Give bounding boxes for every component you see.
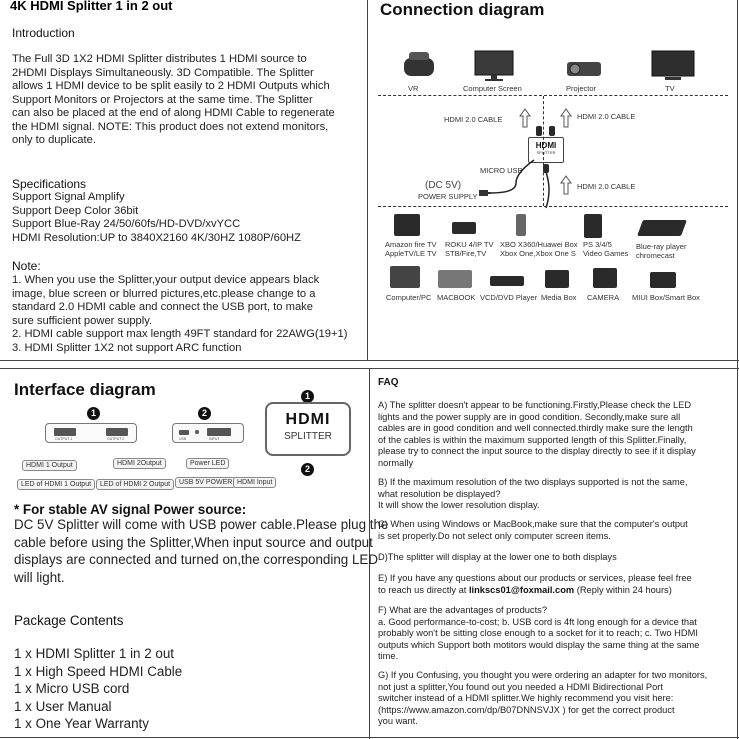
faq-line: E) If you have any questions about our products or services, please feel free: [378, 573, 692, 583]
power-led-label: Power LED: [186, 458, 229, 469]
source-line: Blue-ray player: [636, 242, 687, 251]
faq-e: [378, 573, 692, 596]
badge-2-logo: 2: [301, 463, 314, 476]
source-label-ps: [583, 240, 628, 258]
faq-line: cables are in good condition and well connected.thirdly make sure the length: [378, 423, 693, 434]
note-line: 3. HDMI Splitter 1X2 not support ARC function: [12, 341, 242, 354]
output2-port-text: OUTPUT 2: [107, 437, 125, 441]
output2-port: [106, 428, 128, 436]
spec-list: [12, 191, 301, 245]
faq-line: G) If you Confusing, you thought you were ordering an adapter for two monitors,: [378, 670, 708, 680]
pkg-heading: Package Contents: [14, 613, 124, 628]
hdmi1-output-label: HDMI 1 Output: [22, 460, 77, 471]
frame-bottom: [0, 737, 739, 738]
input-port-text: INPUT: [209, 437, 220, 441]
source-line: STB/Fire,TV: [445, 249, 487, 258]
usb-power-label: USB 5V POWER: [175, 477, 236, 488]
led-hdmi1-label: LED of HDMI 1 Output: [17, 479, 95, 490]
output-label-projector: Projector: [566, 84, 597, 93]
source-line: Video Games: [583, 249, 629, 258]
spec-line: Support Deep Color 36bit: [12, 204, 139, 217]
source-label-bluray: [636, 242, 686, 260]
usb-port: [179, 430, 189, 435]
faq-e-text: (Reply within 24 hours): [574, 584, 672, 595]
source-label-camera: CAMERA: [587, 293, 620, 302]
input-panel: [172, 423, 244, 443]
faq-line: D)The splitter will display at the lower one to both displays: [378, 552, 617, 562]
output1-port-text: OUTPUT 1: [55, 437, 73, 441]
intro-line: Support Monitors or Projectors at the same time. The Splitter: [12, 93, 313, 106]
badge-1-logo: 1: [301, 390, 314, 403]
smart-box-icon: [650, 272, 676, 288]
faq-line: probably won't be sitting close enough to a socket for it to reach; c. Two HDMI: [378, 628, 698, 639]
hdmi-plug: [549, 126, 555, 136]
tv-icon: [651, 50, 695, 82]
faq-line: (https://www.amazon.com/dp/B07DNNSVJX ) for get the correct product: [378, 704, 675, 715]
source-line: Amazon fire TV: [385, 240, 437, 249]
spec-line: HDMI Resolution:UP to 3840X2160 4K/30HZ 1080P/60HZ: [12, 231, 301, 244]
up-arrow-icon: [560, 108, 572, 128]
note-line: image, blue screen or blurred pictures,etc.please change to a: [12, 287, 316, 300]
connection-heading: Connection diagram: [380, 0, 545, 19]
note-line: 1. When you use the Splitter,your output device appears black: [12, 274, 320, 286]
usb-port-text: USB: [179, 437, 187, 441]
computer-icon: [390, 266, 420, 288]
spec-heading: Specifications: [12, 177, 87, 191]
intro-text: [12, 53, 364, 148]
source-line: ROKU 4/IP TV: [445, 240, 494, 249]
power-plug-icon: [479, 185, 491, 195]
dashed-divider-bottom: [378, 206, 728, 207]
faq-line: time.: [378, 651, 399, 662]
note-list: [12, 274, 347, 355]
note-line: 2. HDMI cable support max length 49FT standard for 22AWG(19+1): [12, 328, 348, 340]
pkg-item: 1 x User Manual: [14, 698, 112, 714]
source-label-roku: [445, 240, 494, 258]
source-label-macbook: MACBOOK: [437, 293, 476, 302]
dvd-player-icon: [490, 276, 524, 286]
faq-c: [378, 519, 688, 542]
faq-d: [378, 552, 617, 564]
cable-label-3: HDMI 2.0 CABLE: [577, 182, 636, 191]
up-arrow-icon: [519, 108, 531, 128]
input-port: [207, 428, 231, 436]
faq-line: It will show the lower resolution display.: [378, 500, 540, 511]
dc-label: (DC 5V): [425, 180, 462, 191]
led-hdmi2-label: LED of HDMI 2 Output: [96, 479, 174, 490]
vr-headset-icon: [400, 50, 438, 80]
up-arrow-icon: [560, 175, 572, 195]
hdmi-plug: [536, 126, 542, 136]
source-line: XBO X360/Huawei Box: [500, 240, 578, 249]
intro-line: The Full 3D 1X2 HDMI Splitter distributes 1 HDMI source to: [12, 53, 307, 65]
intro-line: can also be placed at the end of along HDMI Cable to regenerate: [12, 107, 335, 119]
intro-line: only to duplicate.: [12, 134, 96, 146]
source-line: AppleTV/LE TV: [385, 249, 437, 258]
faq-g: [378, 670, 707, 728]
hdmi-splitter-logo: [265, 402, 351, 456]
dashed-vertical: [543, 96, 544, 206]
source-label-firetv: [385, 240, 437, 258]
badge-1: 1: [87, 407, 100, 420]
faq-line: A) The splitter doesn't appear to be functioning.Firstly,Please check the LED: [378, 400, 692, 410]
faq-line: normally: [378, 457, 414, 468]
bluray-icon: [637, 220, 687, 236]
av-text: [14, 516, 388, 586]
faq-line: B) If the maximum resolution of the two displays supported is not the same,: [378, 477, 688, 487]
faq-line: what resolution be displayed?: [378, 488, 501, 499]
source-line: Xbox One,Xbox One S: [500, 249, 576, 258]
faq-line: lights and the power supply are in good condition. Secondly,make sure all: [378, 411, 681, 422]
badge-2: 2: [198, 407, 211, 420]
faq-f: [378, 605, 699, 663]
faq-line: you want.: [378, 716, 418, 727]
source-label-mediabox: Media Box: [541, 293, 577, 302]
intro-line: the HDMI signal. NOTE: This product does not extend monitors,: [12, 120, 329, 133]
usb-cable: [486, 158, 536, 198]
pkg-item: 1 x High Speed HDMI Cable: [14, 663, 183, 679]
spec-line: Support Signal Amplify: [12, 191, 125, 203]
source-line: chromecast: [636, 251, 675, 260]
source-label-dvd: VCD/DVD Player: [480, 293, 538, 302]
av-line: cable before using the Splitter,When input source and output: [14, 534, 373, 550]
dashed-divider-top: [378, 95, 728, 96]
output-label-vr: VR: [408, 84, 419, 93]
faq-line: outputs which Support both motitors would display the same thing at the same: [378, 639, 700, 650]
projector-icon: [566, 56, 602, 80]
pkg-item: 1 x One Year Warranty: [14, 716, 149, 731]
splitter-logo: HDMI: [535, 141, 557, 150]
frame-top-bottom: [0, 360, 739, 361]
faq-line: F) What are the advantages of products?: [378, 605, 547, 615]
power-led: [195, 430, 199, 434]
micro-usb-label: MICRO USB: [480, 166, 523, 175]
intro-heading: Introduction: [12, 26, 75, 40]
roku-icon: [452, 222, 476, 234]
note-line: standard 2.0 HDMI cable and connect the USB port, to make: [12, 301, 313, 313]
av-line: displays are connected and turned on,the corresponding LED: [14, 552, 379, 567]
pkg-list: [14, 645, 182, 733]
source-label-computer: Computer/PC: [386, 293, 432, 302]
power-supply-label: POWER SUPPLY: [418, 192, 478, 201]
faq-line: of the cables is within the maximum supported length of this Splitter.Finally,: [378, 434, 687, 445]
faq-line: is set properly.Do not select only computer screen items.: [378, 530, 611, 541]
fire-tv-icon: [394, 214, 420, 236]
output-panel: [45, 423, 137, 443]
av-line: will light.: [14, 569, 65, 585]
faq-line: please try to connect the input source to the display directly to see if it display: [378, 446, 696, 457]
pkg-item: 1 x HDMI Splitter 1 in 2 out: [14, 646, 175, 661]
cable-label-2: HDMI 2.0 CABLE: [577, 112, 636, 121]
splitter-sub: SPLITTER: [536, 150, 556, 155]
faq-line: not just a splitter,You found out you needed a HDMI Bidirectional Port: [378, 681, 663, 692]
frame-right: [737, 0, 738, 739]
spec-line: Support Blue-Ray 24/50/60fs/HD-DVD/xvYCC: [12, 218, 241, 230]
interface-heading: Interface diagram: [14, 380, 156, 399]
faq-heading: FAQ: [378, 377, 399, 388]
faq-line: switcher instead of a HDMI splitter.We highly recommend you visit here:: [378, 693, 674, 704]
pkg-item: 1 x Micro USB cord: [14, 681, 130, 696]
frame-divider-top: [367, 0, 368, 360]
logo-splitter-text: SPLITTER: [284, 431, 332, 442]
intro-line: allows 1 HDMI device to be split easily to 2 HDMI Outputs which: [12, 80, 330, 92]
camera-icon: [593, 268, 617, 288]
cable-label-1: HDMI 2.0 CABLE: [444, 115, 503, 124]
av-heading: * For stable AV signal Power source:: [14, 502, 247, 517]
faq-a: [378, 400, 696, 470]
faq-b: [378, 477, 688, 512]
source-label-smartbox: MIUI Box/Smart Box: [632, 293, 700, 302]
computer-screen-icon: [474, 50, 514, 82]
intro-line: 2HDMI Displays Simultaneously. 3D Compatible. The Splitter: [12, 66, 314, 79]
macbook-icon: [438, 270, 472, 288]
hdmi-input-label: HDMI Input: [233, 477, 276, 488]
output1-port: [54, 428, 76, 436]
note-line: sure sufficient power supply.: [12, 314, 153, 327]
faq-line: [378, 585, 692, 597]
contact-email[interactable]: linkscs01@foxmail.com: [468, 584, 575, 595]
hdmi2-output-label: HDMI 2Output: [113, 458, 166, 469]
av-line: DC 5V Splitter will come with USB power cable.Please plug the: [14, 517, 389, 532]
product-title: 4K HDMI Splitter 1 in 2 out: [10, 0, 173, 13]
media-box-icon: [545, 270, 569, 288]
xbox-icon: [516, 214, 526, 236]
source-line: PS 3/4/5: [583, 240, 612, 249]
note-heading: Note:: [12, 259, 41, 273]
source-label-xbox: [500, 240, 578, 258]
output-label-tv: TV: [665, 84, 675, 93]
faq-e-text: to reach us directly at: [378, 584, 469, 595]
output-label-screen: Computer Screen: [463, 84, 522, 93]
faq-line: a. Good performance-to-cost; b. USB cord is 4ft long enough for a device that: [378, 616, 697, 627]
logo-hdmi-text: HDMI: [285, 411, 331, 428]
playstation-icon: [584, 214, 602, 238]
faq-line: C) When using Windows or MacBook,make sure that the computer's output: [378, 519, 688, 529]
